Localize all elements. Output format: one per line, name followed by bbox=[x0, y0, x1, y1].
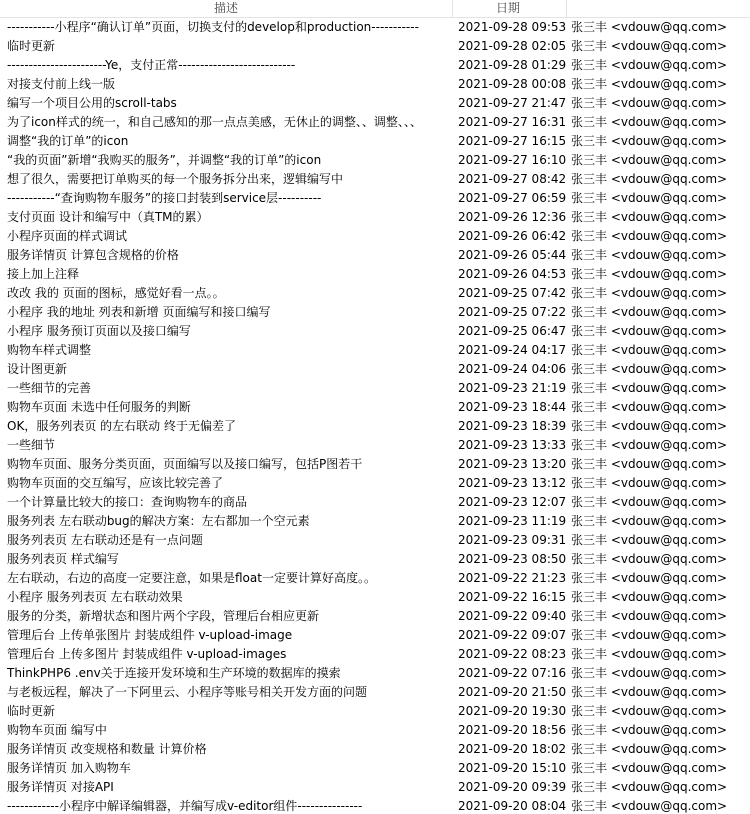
commit-date: 2021-09-23 13:33 bbox=[458, 438, 567, 452]
commit-description: 服务列表页 左右联动还是有一点问题 bbox=[7, 533, 203, 547]
commit-description: 一些细节的完善 bbox=[7, 381, 92, 395]
commit-row[interactable] bbox=[0, 56, 750, 75]
commit-author: 张三丰 <vdouw@qq.com> bbox=[571, 153, 728, 167]
commit-description: 小程序 服务列表页 左右联动效果 bbox=[7, 590, 183, 604]
commit-date: 2021-09-25 07:22 bbox=[458, 305, 567, 319]
commit-date: 2021-09-27 16:31 bbox=[458, 115, 567, 129]
commit-date: 2021-09-20 19:30 bbox=[458, 704, 567, 718]
commit-author: 张三丰 <vdouw@qq.com> bbox=[571, 704, 728, 718]
commit-description: 临时更新 bbox=[7, 704, 56, 718]
commit-row[interactable] bbox=[0, 759, 750, 778]
commit-row[interactable] bbox=[0, 417, 750, 436]
commit-date: 2021-09-20 15:10 bbox=[458, 761, 567, 775]
commit-row[interactable] bbox=[0, 322, 750, 341]
commit-author: 张三丰 <vdouw@qq.com> bbox=[571, 381, 728, 395]
commit-description: 调整“我的订单”的icon bbox=[7, 134, 129, 148]
commit-row[interactable] bbox=[0, 360, 750, 379]
commit-date: 2021-09-25 07:42 bbox=[458, 286, 567, 300]
commit-description: 左右联动，右边的高度一定要注意，如果是float一定要计算好高度。。 bbox=[7, 571, 376, 585]
commit-row[interactable] bbox=[0, 284, 750, 303]
commit-author: 张三丰 <vdouw@qq.com> bbox=[571, 400, 728, 414]
commit-author: 张三丰 <vdouw@qq.com> bbox=[571, 419, 728, 433]
commit-author: 张三丰 <vdouw@qq.com> bbox=[571, 533, 728, 547]
commit-author: 张三丰 <vdouw@qq.com> bbox=[571, 343, 728, 357]
commit-row[interactable] bbox=[0, 778, 750, 797]
commit-date: 2021-09-20 21:50 bbox=[458, 685, 567, 699]
commit-author: 张三丰 <vdouw@qq.com> bbox=[571, 305, 728, 319]
commit-date: 2021-09-20 08:04 bbox=[458, 799, 567, 813]
commit-row[interactable] bbox=[0, 132, 750, 151]
commit-description: 编写一个项目公用的scroll-tabs bbox=[7, 96, 177, 110]
commit-row[interactable] bbox=[0, 265, 750, 284]
commit-description: 改改 我的 页面的图标，感觉好看一点。。 bbox=[7, 286, 225, 300]
commit-description: 购物车页面 编写中 bbox=[7, 723, 107, 737]
commit-date: 2021-09-27 16:10 bbox=[458, 153, 567, 167]
commit-description: 管理后台 上传单张图片 封装成组件 v-upload-image bbox=[7, 628, 293, 642]
commit-description: 对接支付前上线一版 bbox=[7, 77, 116, 91]
commit-description: 服务详情页 计算包含规格的价格 bbox=[7, 248, 179, 262]
commit-row[interactable] bbox=[0, 626, 750, 645]
commit-author: 张三丰 <vdouw@qq.com> bbox=[571, 799, 728, 813]
commit-row[interactable] bbox=[0, 151, 750, 170]
commit-date: 2021-09-23 18:39 bbox=[458, 419, 567, 433]
commit-date: 2021-09-22 21:23 bbox=[458, 571, 567, 585]
column-header-author[interactable] bbox=[567, 0, 750, 18]
commit-row[interactable] bbox=[0, 37, 750, 56]
commit-date: 2021-09-22 07:16 bbox=[458, 666, 567, 680]
commit-description: 购物车页面的交互编写，应该比较完善了 bbox=[7, 476, 224, 490]
commit-date: 2021-09-20 18:56 bbox=[458, 723, 567, 737]
commit-date: 2021-09-22 16:15 bbox=[458, 590, 567, 604]
commit-row[interactable] bbox=[0, 94, 750, 113]
commit-row[interactable] bbox=[0, 18, 750, 37]
commit-date: 2021-09-27 06:59 bbox=[458, 191, 567, 205]
commit-author: 张三丰 <vdouw@qq.com> bbox=[571, 609, 728, 623]
commit-author: 张三丰 <vdouw@qq.com> bbox=[571, 286, 728, 300]
commit-row[interactable] bbox=[0, 341, 750, 360]
commit-date: 2021-09-23 13:20 bbox=[458, 457, 567, 471]
commit-author: 张三丰 <vdouw@qq.com> bbox=[571, 495, 728, 509]
commit-row[interactable] bbox=[0, 512, 750, 531]
commit-row[interactable] bbox=[0, 797, 750, 814]
commit-description: 接上加上注释 bbox=[7, 267, 80, 281]
commit-author: 张三丰 <vdouw@qq.com> bbox=[571, 20, 728, 34]
commit-description: 小程序 我的地址 列表和新增 页面编写和接口编写 bbox=[7, 305, 271, 319]
commit-row[interactable] bbox=[0, 683, 750, 702]
commit-description: 小程序页面的样式调试 bbox=[7, 229, 128, 243]
commit-row[interactable] bbox=[0, 531, 750, 550]
commit-date: 2021-09-23 13:12 bbox=[458, 476, 567, 490]
commit-description: OK，服务列表页 的左右联动 终于无偏差了 bbox=[7, 419, 236, 433]
commit-date: 2021-09-22 09:07 bbox=[458, 628, 567, 642]
commit-author: 张三丰 <vdouw@qq.com> bbox=[571, 77, 728, 91]
commit-author: 张三丰 <vdouw@qq.com> bbox=[571, 58, 728, 72]
commit-author: 张三丰 <vdouw@qq.com> bbox=[571, 761, 728, 775]
commit-description: 服务详情页 加入购物车 bbox=[7, 761, 131, 775]
commit-row[interactable] bbox=[0, 189, 750, 208]
commit-row[interactable] bbox=[0, 303, 750, 322]
commit-row[interactable] bbox=[0, 113, 750, 132]
commit-description: 管理后台 上传多图片 封装成组件 v-upload-images bbox=[7, 647, 287, 661]
commit-row[interactable] bbox=[0, 607, 750, 626]
commit-rows bbox=[0, 18, 750, 814]
commit-date: 2021-09-26 04:53 bbox=[458, 267, 567, 281]
commit-author: 张三丰 <vdouw@qq.com> bbox=[571, 685, 728, 699]
commit-author: 张三丰 <vdouw@qq.com> bbox=[571, 571, 728, 585]
commit-author: 张三丰 <vdouw@qq.com> bbox=[571, 115, 728, 129]
commit-date: 2021-09-22 09:40 bbox=[458, 609, 567, 623]
commit-date: 2021-09-28 01:29 bbox=[458, 58, 567, 72]
commit-author: 张三丰 <vdouw@qq.com> bbox=[571, 780, 728, 794]
commit-date: 2021-09-27 21:47 bbox=[458, 96, 567, 110]
commit-date: 2021-09-24 04:06 bbox=[458, 362, 567, 376]
commit-date: 2021-09-28 09:53 bbox=[458, 20, 567, 34]
commit-description: -----------------------Ye，支付正常--------------------------- bbox=[7, 58, 296, 72]
commit-author: 张三丰 <vdouw@qq.com> bbox=[571, 457, 728, 471]
commit-description: 临时更新 bbox=[7, 39, 56, 53]
commit-date: 2021-09-23 12:07 bbox=[458, 495, 567, 509]
commit-description: 设计图更新 bbox=[7, 362, 68, 376]
commit-description: 服务列表 左右联动bug的解决方案：左右都加一个空元素 bbox=[7, 514, 310, 528]
commit-author: 张三丰 <vdouw@qq.com> bbox=[571, 134, 728, 148]
commit-date: 2021-09-28 00:08 bbox=[458, 77, 567, 91]
commit-description: -----------“查询购物车服务”的接口封装到service层---------- bbox=[7, 191, 322, 205]
commit-row[interactable] bbox=[0, 702, 750, 721]
commit-description: 服务详情页 对接API bbox=[7, 780, 114, 794]
commit-author: 张三丰 <vdouw@qq.com> bbox=[571, 324, 728, 338]
commit-date: 2021-09-23 08:50 bbox=[458, 552, 567, 566]
commit-description: 想了很久，需要把订单购买的每一个服务拆分出来，逻辑编写中 bbox=[7, 172, 344, 186]
commit-row[interactable] bbox=[0, 740, 750, 759]
commit-row[interactable] bbox=[0, 569, 750, 588]
commit-row[interactable] bbox=[0, 474, 750, 493]
commit-author: 张三丰 <vdouw@qq.com> bbox=[571, 248, 728, 262]
commit-row[interactable] bbox=[0, 227, 750, 246]
commit-author: 张三丰 <vdouw@qq.com> bbox=[571, 210, 728, 224]
commit-author: 张三丰 <vdouw@qq.com> bbox=[571, 438, 728, 452]
commit-row[interactable] bbox=[0, 550, 750, 569]
commit-author: 张三丰 <vdouw@qq.com> bbox=[571, 723, 728, 737]
commit-row[interactable] bbox=[0, 170, 750, 189]
commit-date: 2021-09-25 06:47 bbox=[458, 324, 567, 338]
commit-description: 服务详情页 改变规格和数量 计算价格 bbox=[7, 742, 207, 756]
commit-author: 张三丰 <vdouw@qq.com> bbox=[571, 647, 728, 661]
commit-description: -----------小程序“确认订单”页面，切换支付的develop和production----------- bbox=[7, 20, 419, 34]
column-header-description[interactable]: 描述 bbox=[0, 0, 453, 18]
commit-description: 服务列表页 样式编写 bbox=[7, 552, 119, 566]
commit-description: 购物车页面、服务分类页面，页面编写以及接口编写，包括P图若干 bbox=[7, 457, 363, 471]
commit-date: 2021-09-20 09:39 bbox=[458, 780, 567, 794]
commit-row[interactable] bbox=[0, 455, 750, 474]
table-header bbox=[0, 0, 750, 18]
commit-date: 2021-09-20 18:02 bbox=[458, 742, 567, 756]
commit-row[interactable] bbox=[0, 75, 750, 94]
commit-description: 购物车页面 未选中任何服务的判断 bbox=[7, 400, 191, 414]
commit-date: 2021-09-23 11:19 bbox=[458, 514, 567, 528]
commit-row[interactable] bbox=[0, 246, 750, 265]
commit-description: 一个计算量比较大的接口：查询购物车的商品 bbox=[7, 495, 248, 509]
commit-author: 张三丰 <vdouw@qq.com> bbox=[571, 229, 728, 243]
commit-date: 2021-09-23 18:44 bbox=[458, 400, 567, 414]
commit-description: ThinkPHP6 .env关于连接开发环境和生产环境的数据库的摸索 bbox=[7, 666, 341, 680]
commit-author: 张三丰 <vdouw@qq.com> bbox=[571, 96, 728, 110]
commit-row[interactable] bbox=[0, 664, 750, 683]
commit-row[interactable] bbox=[0, 208, 750, 227]
commit-date: 2021-09-28 02:05 bbox=[458, 39, 567, 53]
commit-description: 购物车样式调整 bbox=[7, 343, 92, 357]
commit-author: 张三丰 <vdouw@qq.com> bbox=[571, 39, 728, 53]
commit-author: 张三丰 <vdouw@qq.com> bbox=[571, 628, 728, 642]
column-header-date[interactable]: 日期 bbox=[453, 0, 567, 18]
commit-row[interactable] bbox=[0, 436, 750, 455]
commit-author: 张三丰 <vdouw@qq.com> bbox=[571, 590, 728, 604]
commit-date: 2021-09-27 16:15 bbox=[458, 134, 567, 148]
commit-description: 与老板远程，解决了一下阿里云、小程序等账号相关开发方面的问题 bbox=[7, 685, 368, 699]
commit-author: 张三丰 <vdouw@qq.com> bbox=[571, 267, 728, 281]
commit-author: 张三丰 <vdouw@qq.com> bbox=[571, 476, 728, 490]
commit-description: “我的页面”新增“我购买的服务”，并调整“我的订单”的icon bbox=[7, 153, 322, 167]
commit-date: 2021-09-22 08:23 bbox=[458, 647, 567, 661]
commit-description: 一些细节 bbox=[7, 438, 56, 452]
commit-date: 2021-09-23 21:19 bbox=[458, 381, 567, 395]
commit-date: 2021-09-26 06:42 bbox=[458, 229, 567, 243]
commit-row[interactable] bbox=[0, 398, 750, 417]
commit-description: 支付页面 设计和编写中（真TM的累） bbox=[7, 210, 209, 224]
commit-date: 2021-09-26 12:36 bbox=[458, 210, 567, 224]
commit-description: ------------小程序中解译编辑器，并编写成v-editor组件--------------- bbox=[7, 799, 363, 813]
commit-row[interactable] bbox=[0, 493, 750, 512]
commit-author: 张三丰 <vdouw@qq.com> bbox=[571, 191, 728, 205]
commit-description: 小程序 服务预订页面以及接口编写 bbox=[7, 324, 191, 338]
commit-date: 2021-09-27 08:42 bbox=[458, 172, 567, 186]
commit-row[interactable] bbox=[0, 721, 750, 740]
commit-row[interactable] bbox=[0, 588, 750, 607]
commit-author: 张三丰 <vdouw@qq.com> bbox=[571, 742, 728, 756]
commit-row[interactable] bbox=[0, 379, 750, 398]
commit-date: 2021-09-23 09:31 bbox=[458, 533, 567, 547]
commit-date: 2021-09-26 05:44 bbox=[458, 248, 567, 262]
commit-author: 张三丰 <vdouw@qq.com> bbox=[571, 362, 728, 376]
commit-author: 张三丰 <vdouw@qq.com> bbox=[571, 172, 728, 186]
commit-description: 服务的分类，新增状态和图片两个字段，管理后台相应更新 bbox=[7, 609, 320, 623]
commit-row[interactable] bbox=[0, 645, 750, 664]
commit-date: 2021-09-24 04:17 bbox=[458, 343, 567, 357]
commit-author: 张三丰 <vdouw@qq.com> bbox=[571, 514, 728, 528]
commit-description: 为了icon样式的统一，和自己感知的那一点点美感，无休止的调整、、调整、、、 bbox=[7, 115, 422, 129]
commit-author: 张三丰 <vdouw@qq.com> bbox=[571, 666, 728, 680]
commit-author: 张三丰 <vdouw@qq.com> bbox=[571, 552, 728, 566]
